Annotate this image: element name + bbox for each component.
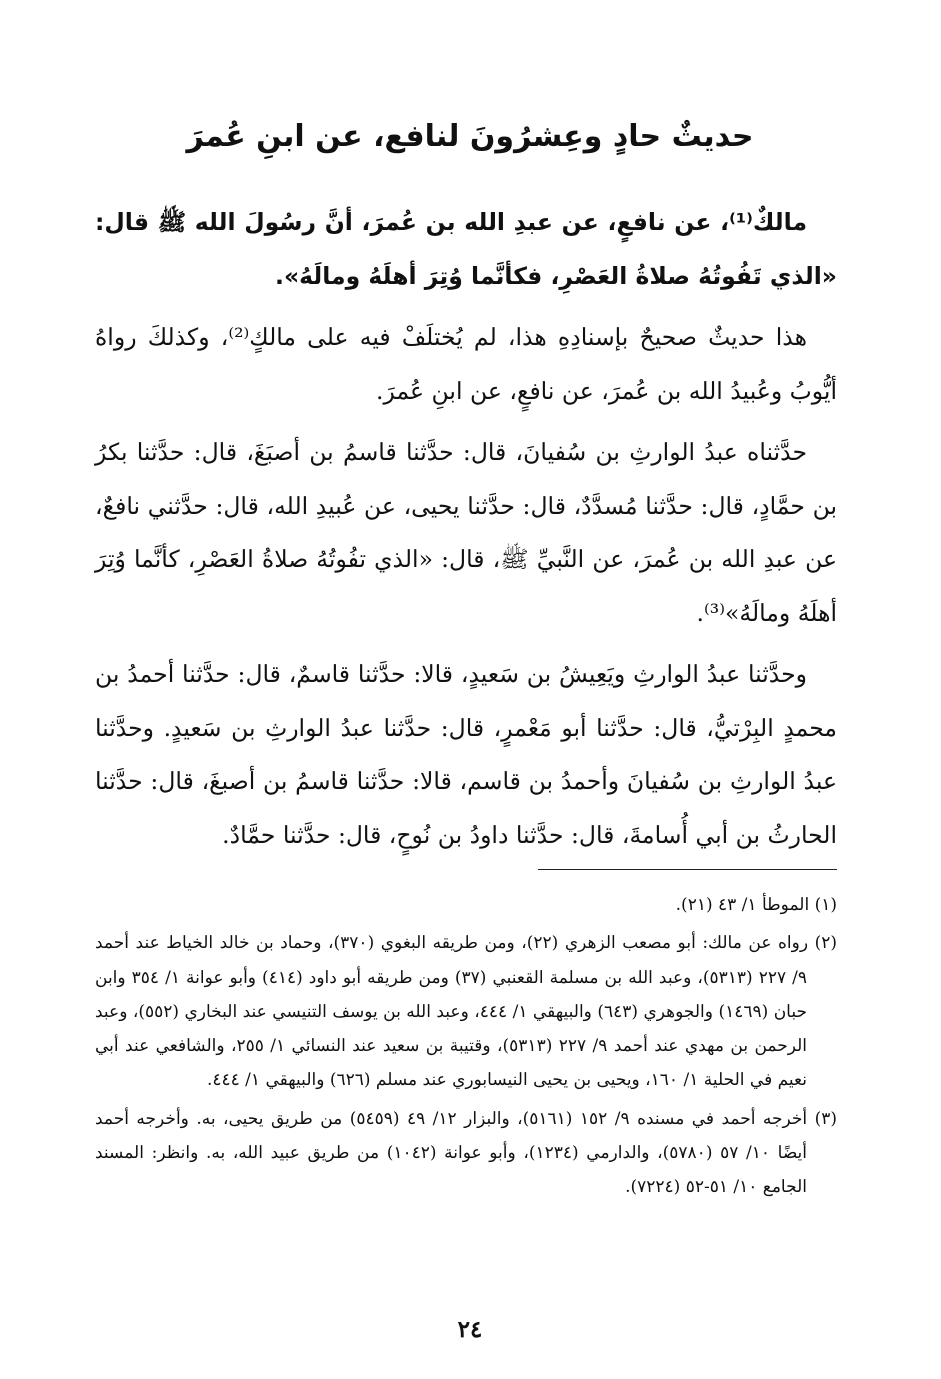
footnote-2: (٢) رواه عن مالك: أبو مصعب الزهري (٢٢)، ومن طريقه البغوي (٣٧٠)، وحماد بن خالد الخياط عند أحمد ٩/ ٢٢٧ (٥٣١٣)، وعبد الله بن مسلمة القعنبي (٣٧) ومن طريقه أبو داود (٤١٤) وأبو عوانة ١/ ٣٥٤ وابن حبان (١٤٦٩) والجوهري (٦٤٣) والبيهقي ١/ ٤٤٤، وعبد الله بن يوسف التنيسي عند البخاري (٥٥٢)، وعبد الرحمن بن مهدي عند أحمد ٩/ ٢٢٧ (٥٣١٣)، وقتيبة بن سعيد عند النسائي ١/ ٢٥٥، والشافعي عند أبي نعيم في الحلية ١/ ١٦٠، ويحيى بن يحيى النيسابوري عند مسلم (٦٢٦) والبيهقي ١/ ٤٤٤. bbox=[95, 933, 837, 1091]
page-number: ٢٤ bbox=[457, 1316, 483, 1343]
chapter-title: حديثٌ حادٍ وعِشرُونَ لنافع، عن ابنِ عُمرَ bbox=[186, 119, 754, 154]
isnad-paragraph: حدَّثناه عبدُ الوارثِ بن سُفيانَ، قال: حدَّثنا قاسمُ بن أصبَغَ، قال: حدَّثنا بكرُ بن حمَّادٍ، قال: حدَّثنا مُسدَّدٌ، قال: حدَّثنا يحيى، عن عُبيدِ الله، قال: حدَّثني نافعٌ، عن عبدِ الله بن عُمرَ، عن النَّبيِّ ﷺ، قال: «الذي تفُوتُهُ صلاةُ العَصْرِ، كأنَّما وُتِرَ أهلَهُ ومالَهُ»⁽³⁾. bbox=[95, 438, 837, 627]
main-text bbox=[95, 196, 837, 862]
footnote-1: (١) الموطأ ١/ ٤٣ (٢١). bbox=[675, 895, 837, 915]
footnote-3: (٣) أخرجه أحمد في مسنده ٩/ ١٥٢ (٥١٦١)، والبزار ١٢/ ٤٩ (٥٤٥٩) من طريق يحيى، به. وأخرجه أحمد أيضًا ١٠/ ٥٧ (٥٧٨٠)، والدارمي (١٢٣٤)، وأبو عوانة (١٠٤٢) من طريق عبيد الله، به. وانظر: المسند الجامع ١٠/ ٥١-٥٢ (٧٢٢٤). bbox=[95, 1108, 838, 1198]
hadith-paragraph: مالكٌ⁽¹⁾، عن نافعٍ، عن عبدِ الله بن عُمرَ، أنَّ رسُولَ الله ﷺ قال: «الذي تَفُوتُهُ صلاةُ العَصْرِ، فكأنَّما وُتِرَ أهلَهُ ومالَهُ». bbox=[95, 208, 837, 290]
footnotes bbox=[95, 888, 837, 1209]
isnad-paragraph-2: وحدَّثنا عبدُ الوارثِ ويَعِيشُ بن سَعيدٍ، قالا: حدَّثنا قاسمٌ، قال: حدَّثنا أحمدُ بن محمدٍ البِرْتيُّ، قال: حدَّثنا أبو مَعْمرٍ، قال: حدَّثنا عبدُ الوارثِ بن سَعيدٍ. وحدَّثنا عبدُ الوارثِ بن سُفيانَ وأحمدُ بن قاسم، قالا: حدَّثنا قاسمُ بن أصبغَ، قال: حدَّثنا الحارثُ بن أبي أُسامةَ، قال: حدَّثنا داودُ بن نُوحٍ، قال: حدَّثنا حمَّادٌ. bbox=[95, 660, 837, 849]
commentary-paragraph: هذا حديثٌ صحيحٌ بإسنادِهِ هذا، لم يُختلَفْ فيه على مالكٍ⁽²⁾، وكذلكَ رواهُ أيُّوبُ وعُبيدُ الله بن عُمرَ، عن نافعٍ، عن ابنِ عُمرَ. bbox=[95, 323, 837, 405]
footnote-separator bbox=[538, 869, 837, 870]
